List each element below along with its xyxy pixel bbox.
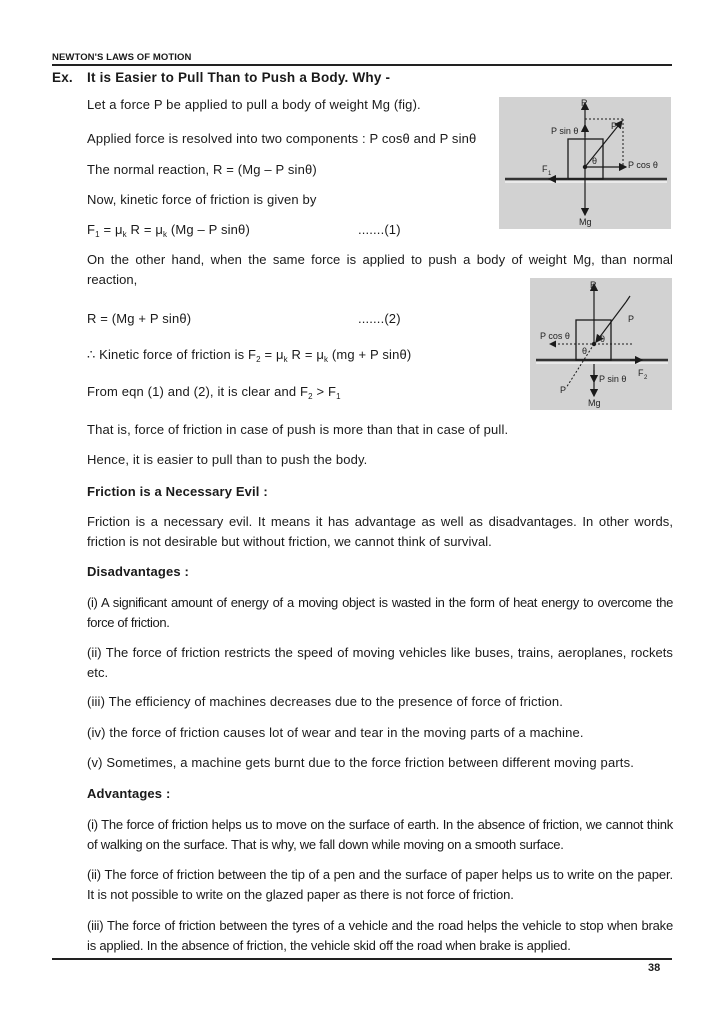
disadvantage-item: (iv) the force of friction causes lot of wear and tear in the moving parts of a machine.	[87, 725, 584, 740]
label-f: F	[638, 368, 644, 378]
eq3-sub: 2	[256, 355, 261, 364]
conclusion-1: That is, force of friction in case of push is more than that in case of pull.	[87, 422, 509, 437]
example-title	[52, 70, 390, 85]
advantage-item: (ii) The force of friction between the tip of a pen and the surface of paper helps us to write on the paper. It is not possible to write on the glazed paper as there is not force of friction.	[87, 867, 673, 902]
conclusion-2: Hence, it is easier to pull than to push the body.	[87, 452, 368, 467]
header-rule	[52, 64, 672, 66]
label-f: F	[542, 164, 548, 174]
label-p-top: P	[628, 314, 635, 324]
disadvantage-item: (v) Sometimes, a machine gets burnt due to the force friction between different moving parts.	[87, 755, 634, 770]
eq1-sub: 1	[95, 230, 100, 239]
push-force-diagram	[530, 278, 672, 410]
eq1-rhs: (Mg – P sinθ)	[167, 222, 250, 237]
advantage-item: (iii) The force of friction between the tyres of a vehicle and the road helps the vehicle to stop when brake is applied. In the absence of friction, the vehicle skid off the road when brake is applied.	[87, 918, 673, 953]
label-f-sub: 1	[548, 171, 552, 177]
running-head: NEWTON'S LAWS OF MOTION	[52, 52, 192, 63]
label-r: R	[590, 280, 597, 290]
label-pcos: P cos θ	[628, 160, 658, 170]
equation-1	[87, 222, 487, 239]
comparison-line	[87, 384, 341, 401]
pull-force-diagram	[499, 97, 671, 229]
eq3-r: R = μ	[287, 347, 325, 362]
disadvantage-item: (i) A significant amount of energy of a moving object is wasted in the form of heat energy to overcome the force of friction.	[87, 595, 673, 630]
label-pcos: P cos θ	[540, 331, 570, 341]
eq1-r: R = μ	[126, 222, 163, 237]
necessary-evil-body: Friction is a necessary evil. It means it has advantage as well as disadvantages. In other words, friction is not desirable but without friction, we cannot think of survival.	[87, 514, 673, 549]
disadvantage-item: (ii) The force of friction restricts the speed of moving vehicles like buses, trains, aeroplanes, rockets etc.	[87, 645, 673, 680]
eq1-mu: = μ	[99, 222, 123, 237]
pull-line-4: Now, kinetic force of friction is given by	[87, 192, 317, 207]
eq3-rhs: (mg + P sinθ)	[328, 347, 412, 362]
eq1-f: F	[87, 222, 96, 237]
eq3-prefix: ∴ Kinetic force of friction is F	[87, 347, 257, 362]
label-p: P	[611, 121, 618, 131]
example-heading: It is Easier to Pull Than to Push a Body. Why -	[87, 70, 391, 85]
eq1-tag: .......(1)	[358, 222, 401, 237]
disadvantage-item: (iii) The efficiency of machines decreases due to the presence of force of friction.	[87, 694, 564, 709]
compare-sub2: 1	[336, 392, 341, 401]
eq3-mu: = μ	[260, 347, 284, 362]
disadvantages-heading: Disadvantages :	[87, 564, 189, 579]
label-f-sub: 2	[644, 375, 648, 381]
label-theta2: θ	[582, 346, 588, 356]
eq2-tag: .......(2)	[358, 311, 401, 326]
equation-2	[87, 311, 487, 326]
label-r: R	[581, 98, 588, 108]
compare-mid: > F	[312, 384, 337, 399]
label-theta: θ	[600, 334, 606, 344]
pull-line-3: The normal reaction, R = (Mg – P sinθ)	[87, 162, 317, 177]
example-label: Ex.	[52, 70, 73, 85]
eq3-k: k	[283, 355, 288, 364]
necessary-evil-heading: Friction is a Necessary Evil :	[87, 484, 268, 499]
compare-prefix: From eqn (1) and (2), it is clear and F	[87, 384, 309, 399]
label-p-bottom: P	[560, 385, 567, 395]
label-psin: P sin θ	[599, 374, 627, 384]
label-mg: Mg	[588, 398, 601, 408]
equation-3	[87, 347, 411, 364]
advantages-heading: Advantages :	[87, 786, 171, 801]
advantage-item: (i) The force of friction helps us to move on the surface of earth. In the absence of friction, we cannot think of walking on the surface. That is why, we fall down while moving on a smooth surface.	[87, 817, 673, 852]
pull-line-1: Let a force P be applied to pull a body of weight Mg (fig).	[87, 97, 421, 112]
label-mg: Mg	[579, 217, 592, 227]
push-intro: On the other hand, when the same force is applied to push a body of weight Mg, than normal reaction,	[87, 252, 673, 287]
label-psin: P sin θ	[551, 126, 579, 136]
eq1-k2: k	[162, 230, 168, 239]
eq1-k: k	[122, 230, 127, 239]
compare-sub1: 2	[308, 392, 313, 401]
eq3-k2: k	[324, 355, 329, 364]
label-theta: θ	[592, 156, 598, 166]
footer-rule	[52, 958, 672, 960]
page-number: 38	[648, 962, 661, 974]
eq2-body: R = (Mg + P sinθ)	[87, 311, 192, 326]
pull-line-2: Applied force is resolved into two components : P cosθ and P sinθ	[87, 131, 477, 146]
